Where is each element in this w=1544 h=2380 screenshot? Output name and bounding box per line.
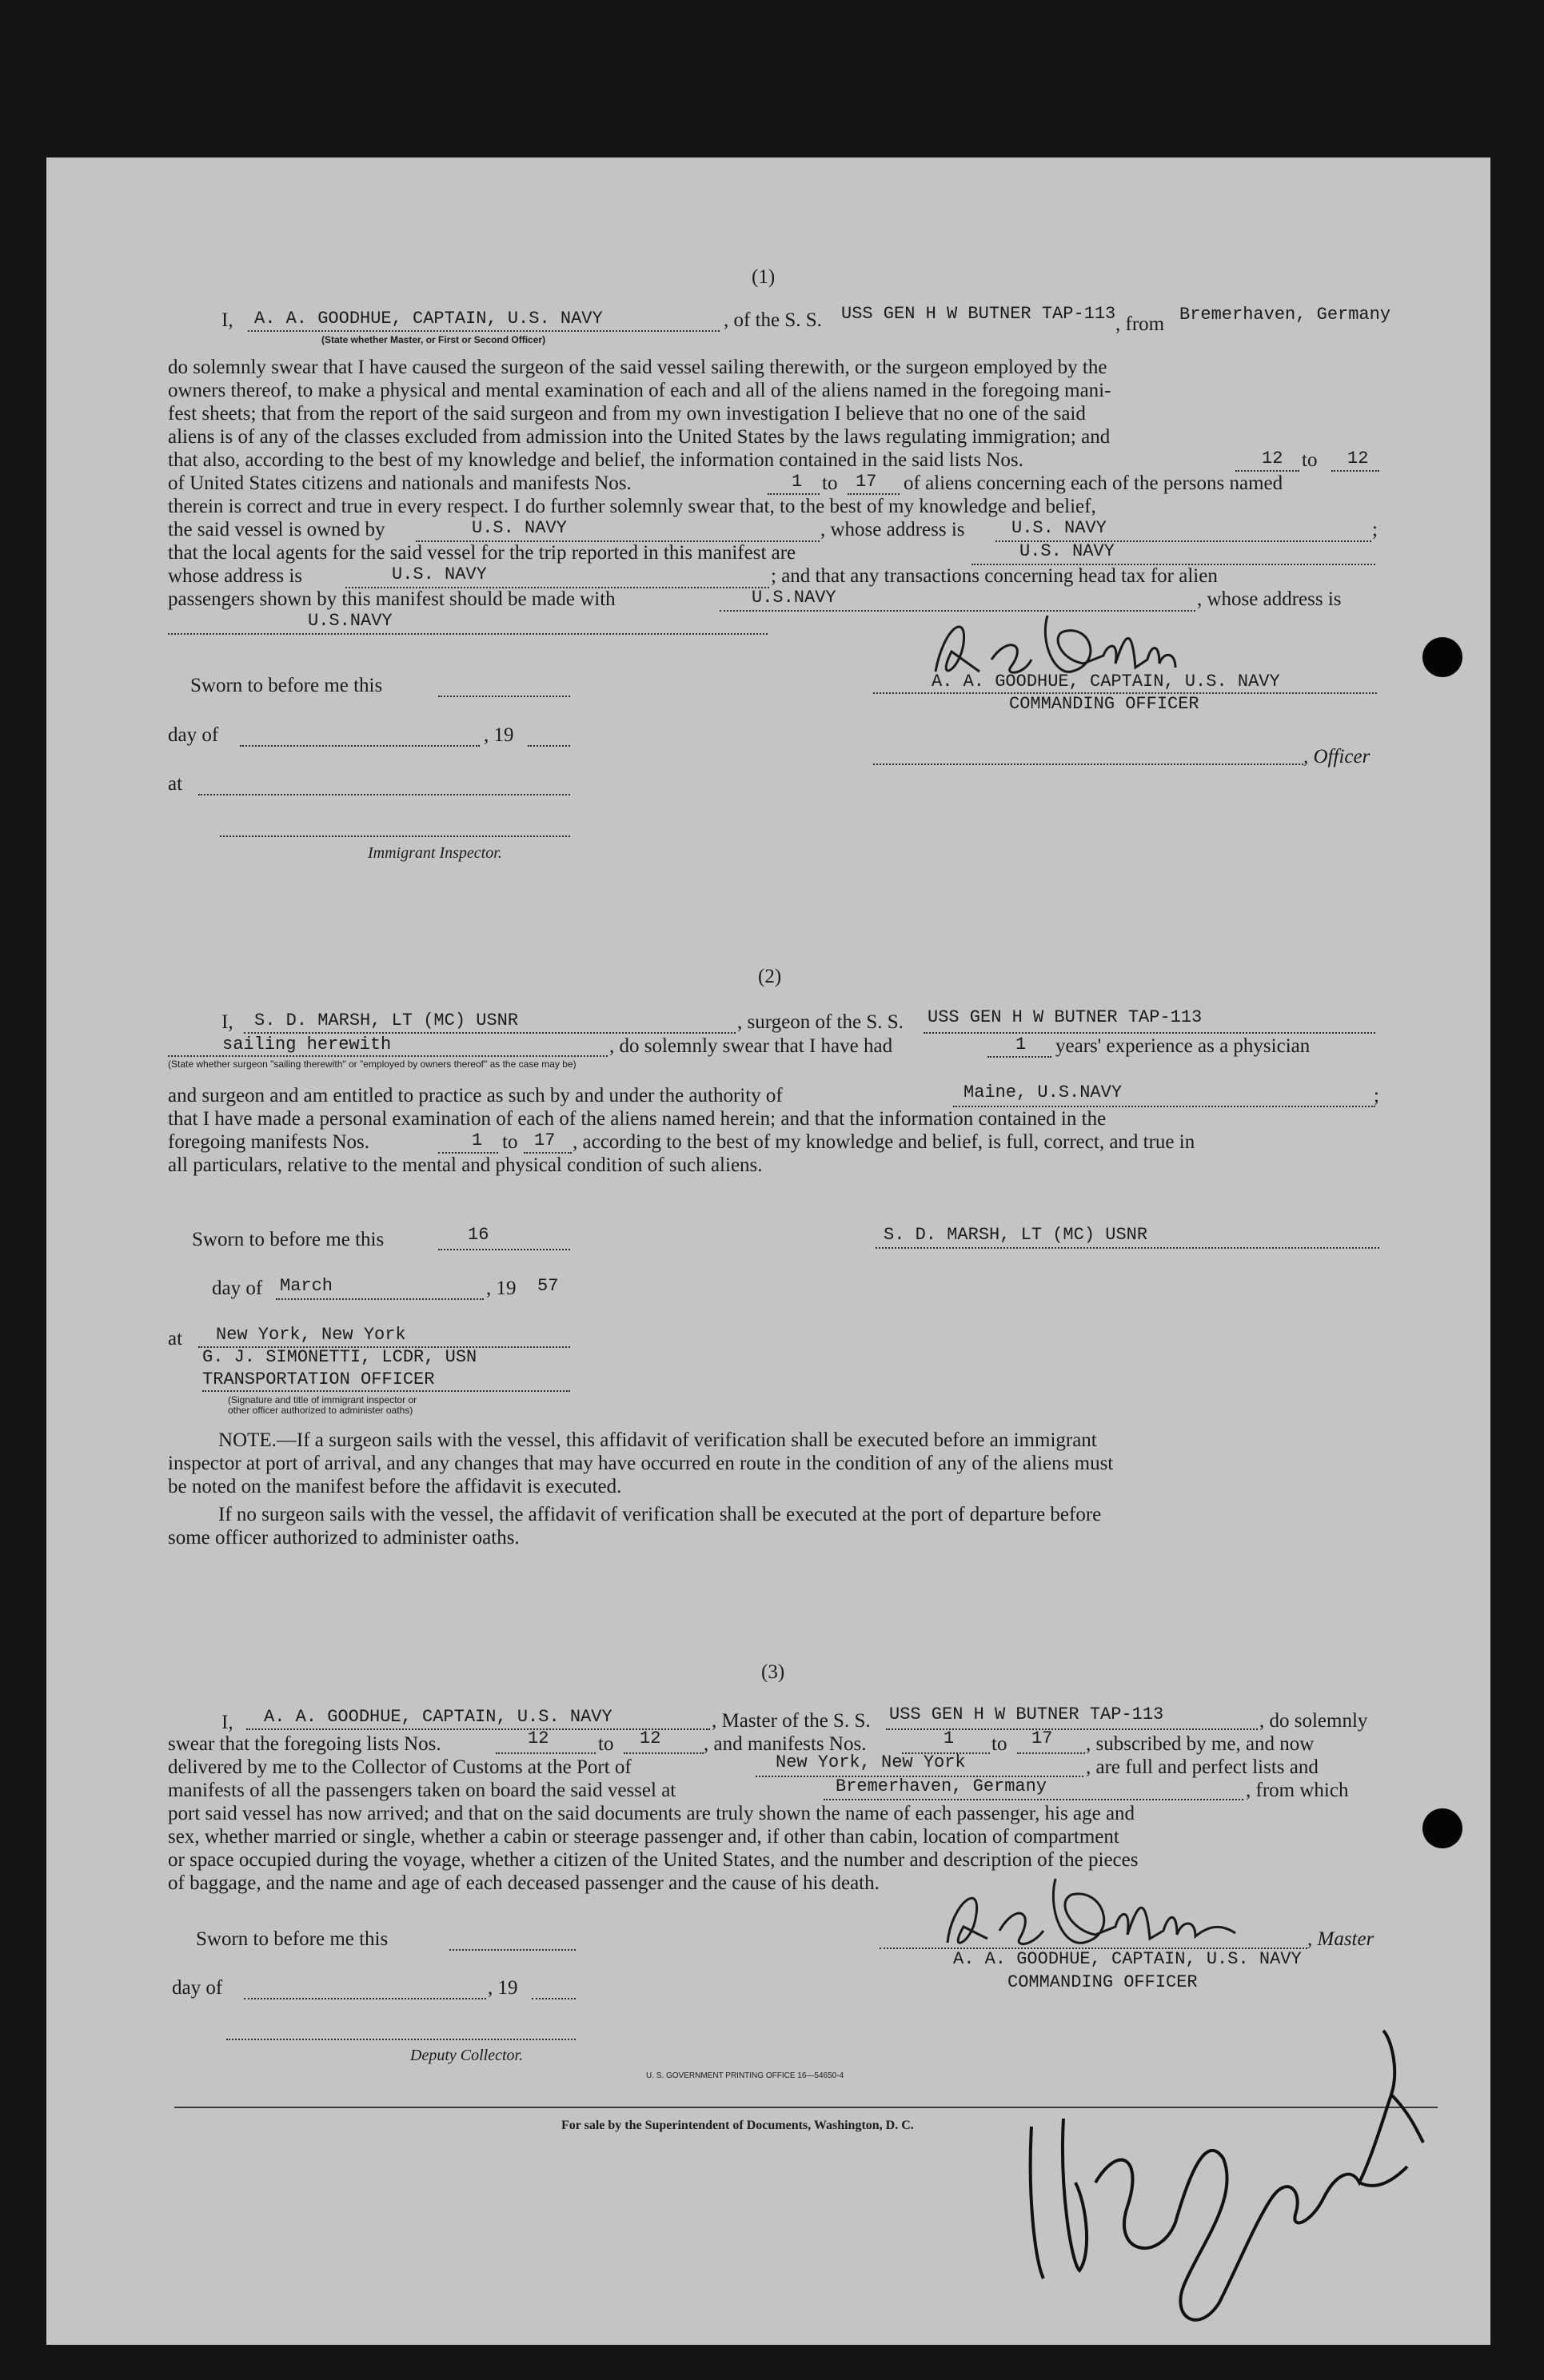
lists-from-line-3 — [496, 1752, 596, 1754]
section-3-line-2c: , subscribed by me, and now — [1086, 1733, 1315, 1755]
section-1-body-line-4: aliens is of any of the classes excluded from admission into the United States by the laws regulating immigration; and — [168, 426, 1111, 448]
surgeon-of-label: , surgeon of the S. S. — [737, 1011, 904, 1033]
section-3-body-line-3: or space occupied during the voyage, whether a citizen of the United States, and the number and description of the pieces — [168, 1849, 1139, 1871]
month-field: March — [280, 1276, 333, 1296]
section-3-number: (3) — [761, 1661, 785, 1683]
agents-field: U.S. NAVY — [1019, 541, 1115, 561]
port-field: New York, New York — [776, 1752, 966, 1772]
month-line — [276, 1298, 484, 1300]
master-of-label: , Master of the S. S. — [712, 1710, 871, 1732]
punch-hole-bottom — [1422, 1808, 1462, 1848]
printing-office: U. S. GOVERNMENT PRINTING OFFICE 16—54650-4 — [646, 2071, 844, 2080]
manifest-from-field: 1 — [792, 472, 803, 492]
years-field: 1 — [1015, 1035, 1027, 1054]
day-of-line-3 — [244, 1998, 486, 1999]
surgeon-vessel-line — [924, 1032, 1375, 1034]
collector-caption: Deputy Collector. — [410, 2047, 524, 2064]
section-3-body-line-2: sex, whether married or single, whether a cabin or steerage passenger and, if other than cabin, location of compartment — [168, 1826, 1119, 1848]
of-the-ss-label: , of the S. S. — [724, 309, 822, 331]
vessel-field-3: USS GEN H W BUTNER TAP-113 — [889, 1704, 1164, 1724]
at-label-1: at — [168, 773, 183, 795]
section-1-line-8b: , whose address is — [820, 519, 965, 540]
authority-semicolon: ; — [1374, 1085, 1379, 1106]
signer-typed-3: A. A. GOODHUE, CAPTAIN, U.S. NAVY — [953, 1949, 1302, 1969]
for-sale-note: For sale by the Superintendent of Documents, Washington, D. C. — [561, 2119, 914, 2132]
sworn-label-3: Sworn to before me this — [196, 1928, 389, 1950]
master-label: , Master — [1307, 1928, 1374, 1950]
section-2-line-5: all particulars, relative to the mental and physical condition of such aliens. — [168, 1154, 763, 1176]
surgeon-manifest-from-field: 1 — [472, 1130, 483, 1150]
sailing-field: sailing herewith — [222, 1035, 392, 1054]
signer-typed-1: A. A. GOODHUE, CAPTAIN, U.S. NAVY — [932, 672, 1280, 692]
surgeon-vessel-field: USS GEN H W BUTNER TAP-113 — [928, 1007, 1203, 1027]
year-prefix-2: , 19 — [486, 1278, 517, 1299]
surgeon-name-field: S. D. MARSH, LT (MC) USNR — [254, 1011, 519, 1031]
official-caption-1: (Signature and title of immigrant inspector or — [228, 1394, 417, 1405]
section-3-body-line-4: of baggage, and the name and age of each deceased passenger and the cause of his death. — [168, 1872, 880, 1894]
lists-to-field: 12 — [1347, 448, 1369, 468]
sworn-day-field: 16 — [468, 1225, 489, 1245]
from-label: , from — [1115, 313, 1165, 335]
manifest-to-field-3: 17 — [1031, 1728, 1053, 1748]
day-of-line-1 — [240, 745, 480, 747]
section-3-body-line-1: port said vessel has now arrived; and that on the said documents are truly shown the name of each passenger, his age and — [168, 1803, 1135, 1824]
to-label-3b: to — [991, 1733, 1007, 1755]
year-line-1 — [528, 745, 570, 747]
taken-at-field: Bremerhaven, Germany — [836, 1776, 1047, 1796]
section-2-line-4a: foregoing manifests Nos. — [168, 1131, 370, 1153]
surgeon-manifest-to-field: 17 — [534, 1130, 556, 1150]
i-prefix-2: I, — [221, 1011, 233, 1033]
surgeon-signature-field: S. D. MARSH, LT (MC) USNR — [884, 1225, 1148, 1245]
manifest-to-line-3 — [1017, 1752, 1085, 1754]
day-of-label-1: day of — [168, 724, 219, 746]
authority-field: Maine, U.S.NAVY — [964, 1082, 1123, 1102]
inspector-line — [220, 835, 570, 837]
master-caption: (State whether Master, or First or Second Officer) — [321, 334, 546, 345]
head-tax-address-field: U.S.NAVY — [308, 611, 393, 631]
vessel-line-3 — [886, 1728, 1258, 1730]
inspector-caption: Immigrant Inspector. — [368, 844, 502, 862]
taken-at-line — [824, 1799, 1243, 1800]
sworn-line-1 — [438, 696, 570, 697]
year-field: 57 — [537, 1276, 559, 1296]
sworn-label-1: Sworn to before me this — [190, 675, 383, 696]
section-3-line-4a: manifests of all the passengers taken on board the said vessel at — [168, 1780, 676, 1801]
at-label-2: at — [168, 1328, 183, 1349]
owner-address-field: U.S. NAVY — [1011, 518, 1107, 538]
sworn-label-2: Sworn to before me this — [192, 1229, 385, 1250]
sailing-line — [168, 1055, 608, 1057]
official-name: G. J. SIMONETTI, LCDR, USN — [202, 1347, 477, 1367]
solemnly-label: , do solemnly — [1259, 1710, 1368, 1732]
section-1-number: (1) — [752, 266, 776, 288]
section-3-line-4b: , from which — [1246, 1780, 1349, 1801]
authority-a: and surgeon and am entitled to practice as such by and under the authority of — [168, 1085, 783, 1106]
to-label-3: to — [598, 1733, 614, 1755]
manifest-to-label: to — [822, 472, 838, 494]
lists-from-field: 12 — [1262, 448, 1283, 468]
section-2-line-3: that I have made a personal examination of each of the aliens named herein; and that the information contained in the — [168, 1108, 1107, 1130]
years-b: years' experience as a physician — [1055, 1035, 1311, 1057]
sworn-line-3 — [449, 1949, 576, 1951]
sworn-day-line — [438, 1249, 570, 1250]
note2-line-1: If no surgeon sails with the vessel, the affidavit of verification shall be executed at the port of departure before — [218, 1504, 1102, 1525]
section-2-number: (2) — [758, 966, 782, 987]
master-name-line — [248, 330, 720, 332]
line-8-semicolon: ; — [1372, 519, 1378, 540]
section-1-body-line-3: fest sheets; that from the report of the said surgeon and from my own investigation I believe that no one of the said — [168, 403, 1086, 425]
master-name-field-3: A. A. GOODHUE, CAPTAIN, U.S. NAVY — [264, 1707, 612, 1727]
section-1-body-line-1: do solemnly swear that I have caused the surgeon of the said vessel sailing therewith, or the surgeon employed by the — [168, 357, 1107, 378]
handwritten-signature-bottom — [1015, 2023, 1447, 2358]
officer-label: , Officer — [1303, 746, 1370, 767]
i-prefix-3: I, — [221, 1712, 233, 1733]
section-1-line-11b: , whose address is — [1197, 588, 1342, 610]
place-field: New York, New York — [216, 1325, 406, 1345]
collector-line — [226, 2039, 576, 2040]
at-line-1 — [198, 794, 570, 795]
section-1-line-9a: that the local agents for the said vessel for the trip reported in this manifest are — [168, 542, 796, 564]
note-line-2: inspector at port of arrival, and any changes that may have occurred en route in the condition of any of the aliens must — [168, 1453, 1114, 1474]
manifest-from-field-3: 1 — [944, 1728, 955, 1748]
lists-from-field-3: 12 — [528, 1728, 549, 1748]
section-3-line-2a: swear that the foregoing lists Nos. — [168, 1733, 441, 1755]
head-tax-address-line — [168, 633, 768, 635]
section-3-line-2b: , and manifests Nos. — [704, 1733, 867, 1755]
year-prefix-1: , 19 — [484, 724, 514, 746]
section-1-line-6b: of aliens concerning each of the persons named — [904, 472, 1283, 494]
note2-line-2: some officer authorized to administer oaths. — [168, 1527, 520, 1549]
surgeon-to-label: to — [502, 1131, 518, 1153]
surgeon-signature-line — [876, 1247, 1379, 1249]
sailing-caption: (State whether surgeon "sailing therewith" or "employed by owners thereof" as the case may be) — [168, 1058, 577, 1070]
section-3-line-3b: , are full and perfect lists and — [1086, 1756, 1319, 1778]
lists-to-line-3 — [624, 1752, 704, 1754]
i-prefix: I, — [221, 309, 233, 331]
day-of-label-2: day of — [212, 1278, 263, 1299]
year-line-3 — [532, 1998, 576, 1999]
head-tax-party-field: U.S.NAVY — [752, 588, 836, 608]
official-caption-2: other officer authorized to administer oaths) — [228, 1405, 413, 1416]
section-1-line-7: therein is correct and true in every respect. I do further solemnly swear that, to the best of my knowledge and belief, — [168, 496, 1096, 517]
punch-hole-top — [1422, 637, 1462, 677]
lists-to-label: to — [1302, 449, 1318, 471]
master-name-field: A. A. GOODHUE, CAPTAIN, U.S. NAVY — [254, 309, 603, 329]
note-line-1: NOTE.—If a surgeon sails with the vessel, this affidavit of verification shall be executed before an immigrant — [218, 1429, 1097, 1451]
section-1-body-line-2: owners thereof, to make a physical and mental examination of each and all of the aliens named in the foregoing mani- — [168, 380, 1111, 401]
section-1-line-8a: the said vessel is owned by — [168, 519, 385, 540]
signer-title-1: COMMANDING OFFICER — [1009, 694, 1199, 714]
note-line-3: be noted on the manifest before the affidavit is executed. — [168, 1476, 622, 1497]
section-1-body-line-5: that also, according to the best of my knowledge and belief, the information contained in the said lists Nos. — [168, 449, 1023, 471]
vessel-name-field: USS GEN H W BUTNER TAP-113 — [841, 304, 1116, 324]
years-a: , do solemnly swear that I have had — [609, 1035, 893, 1057]
section-1-line-10a: whose address is — [168, 565, 303, 587]
year-prefix-3: , 19 — [488, 1977, 518, 1999]
officer-line — [873, 763, 1303, 765]
lists-to-line — [1331, 470, 1379, 472]
section-1-line-6a: of United States citizens and nationals and manifests Nos. — [168, 472, 632, 494]
section-2-line-4b: , according to the best of my knowledge and belief, is full, correct, and true in — [573, 1131, 1195, 1153]
official-title: TRANSPORTATION OFFICER — [202, 1369, 435, 1389]
manifest-to-field: 17 — [856, 472, 877, 492]
section-1-line-11a: passengers shown by this manifest should be made with — [168, 588, 616, 610]
official-line — [202, 1390, 570, 1392]
years-line — [987, 1056, 1051, 1058]
agents-address-field: U.S. NAVY — [392, 564, 487, 584]
day-of-label-3: day of — [172, 1977, 223, 1999]
section-3-line-3a: delivered by me to the Collector of Customs at the Port of — [168, 1756, 632, 1778]
lists-to-field-3: 12 — [640, 1728, 661, 1748]
section-1-line-10b: ; and that any transactions concerning head tax for alien — [771, 565, 1218, 587]
from-port-field: Bremerhaven, Germany — [1179, 305, 1391, 325]
owner-field: U.S. NAVY — [472, 518, 567, 538]
signer-title-3: COMMANDING OFFICER — [1007, 1972, 1198, 1992]
